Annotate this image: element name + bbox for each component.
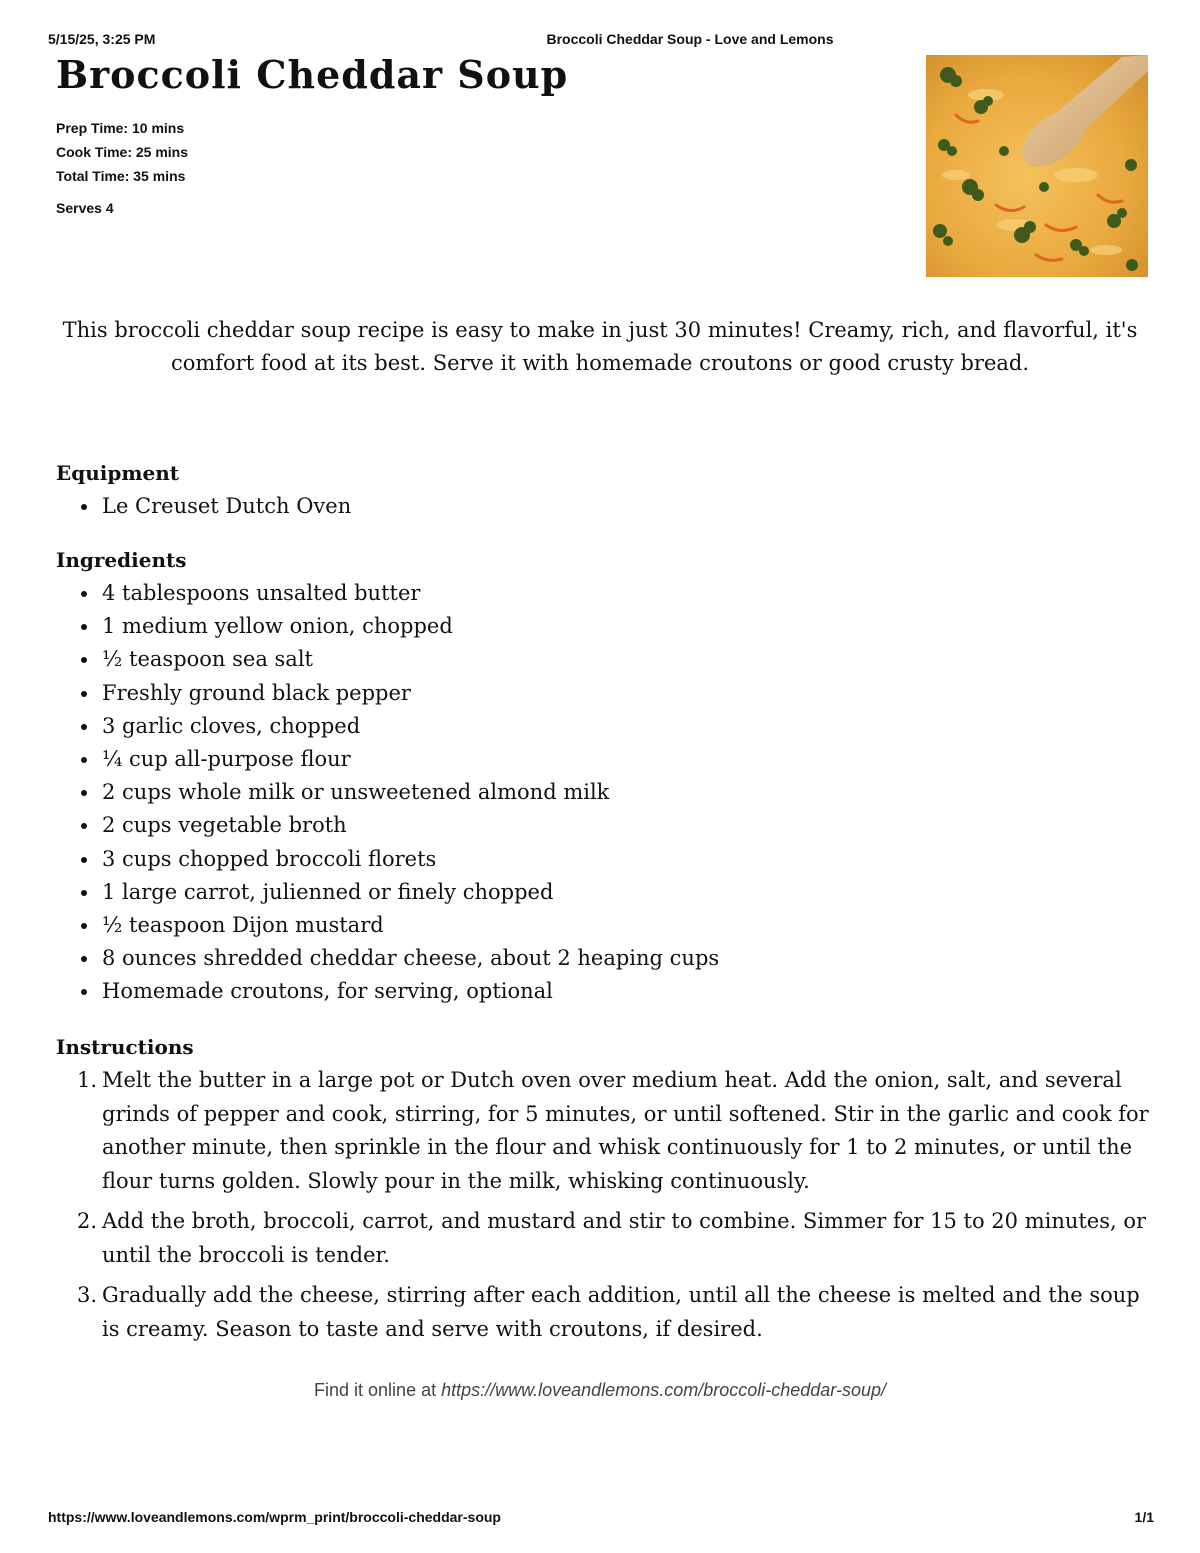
- recipe-photo: [926, 55, 1148, 277]
- ingredient-item: 3 cups chopped broccoli florets: [102, 843, 1156, 876]
- instruction-step: [77, 1205, 1156, 1272]
- equipment-section: [56, 458, 1156, 523]
- ingredient-item: 1 large carrot, julienned or finely chopped: [102, 876, 1156, 909]
- ingredient-item: Homemade croutons, for serving, optional: [102, 975, 1156, 1008]
- soup-image: [926, 55, 1148, 277]
- step-text: Gradually add the cheese, stirring after each addition, until all the cheese is melted and the soup is creamy. Season to taste and serve with croutons, if desired.: [102, 1283, 1140, 1341]
- total-time: Total Time: 35 mins: [56, 168, 186, 184]
- find-online-line: [0, 1380, 1200, 1401]
- ingredient-item: ¼ cup all-purpose flour: [102, 743, 1156, 776]
- step-number: 2.: [77, 1209, 98, 1233]
- step-number: 1.: [77, 1068, 98, 1092]
- find-online-prefix: Find it online at: [314, 1380, 442, 1400]
- recipe-title: Broccoli Cheddar Soup: [56, 52, 569, 97]
- print-footer-url: https://www.loveandlemons.com/wprm_print/broccoli-cheddar-soup: [48, 1509, 501, 1525]
- step-number: 3.: [77, 1283, 98, 1307]
- print-datetime: 5/15/25, 3:25 PM: [48, 31, 156, 47]
- print-page-title: Broccoli Cheddar Soup - Love and Lemons: [546, 31, 834, 47]
- prep-time: Prep Time: 10 mins: [56, 120, 185, 136]
- equipment-item: Le Creuset Dutch Oven: [102, 490, 1156, 523]
- page-number: 1/1: [1134, 1509, 1154, 1525]
- ingredient-item: 3 garlic cloves, chopped: [102, 710, 1156, 743]
- recipe-summary: This broccoli cheddar soup recipe is easy to make in just 30 minutes! Creamy, rich, and flavorful, it's comfort food at its best. Serve it with homemade croutons or good crusty bread.: [62, 318, 1138, 375]
- instructions-section: [56, 1032, 1156, 1353]
- ingredients-list: [56, 577, 1156, 1009]
- ingredients-section: [56, 545, 1156, 1009]
- instructions-heading: Instructions: [56, 1035, 194, 1059]
- instruction-step: [77, 1064, 1156, 1198]
- step-text: Melt the butter in a large pot or Dutch oven over medium heat. Add the onion, salt, and several grinds of pepper and cook, stirring, for 5 minutes, or until softened. Stir in the garlic and cook for another minute, then sprinkle in the flour and whisk continuously for 1 to 2 minutes, or until the flour turns golden. Slowly pour in the milk, whisking continuously.: [102, 1068, 1149, 1193]
- ingredient-item: 2 cups whole milk or unsweetened almond milk: [102, 776, 1156, 809]
- equipment-heading: Equipment: [56, 461, 180, 485]
- cook-time: Cook Time: 25 mins: [56, 144, 189, 160]
- ingredient-item: 4 tablespoons unsalted butter: [102, 577, 1156, 610]
- ingredient-item: ½ teaspoon Dijon mustard: [102, 909, 1156, 942]
- ingredients-heading: Ingredients: [56, 548, 187, 572]
- find-online-link[interactable]: https://www.loveandlemons.com/broccoli-cheddar-soup/: [441, 1380, 886, 1400]
- ingredient-item: ½ teaspoon sea salt: [102, 643, 1156, 676]
- ingredient-item: 2 cups vegetable broth: [102, 809, 1156, 842]
- ingredient-item: 1 medium yellow onion, chopped: [102, 610, 1156, 643]
- instruction-step: [77, 1279, 1156, 1346]
- ingredient-item: Freshly ground black pepper: [102, 677, 1156, 710]
- step-text: Add the broth, broccoli, carrot, and mustard and stir to combine. Simmer for 15 to 20 minutes, or until the broccoli is tender.: [102, 1209, 1147, 1267]
- servings: Serves 4: [56, 200, 114, 216]
- equipment-list: [56, 490, 1156, 523]
- instructions-list: [56, 1064, 1156, 1346]
- ingredient-item: 8 ounces shredded cheddar cheese, about 2 heaping cups: [102, 942, 1156, 975]
- recipe-meta: [56, 116, 188, 220]
